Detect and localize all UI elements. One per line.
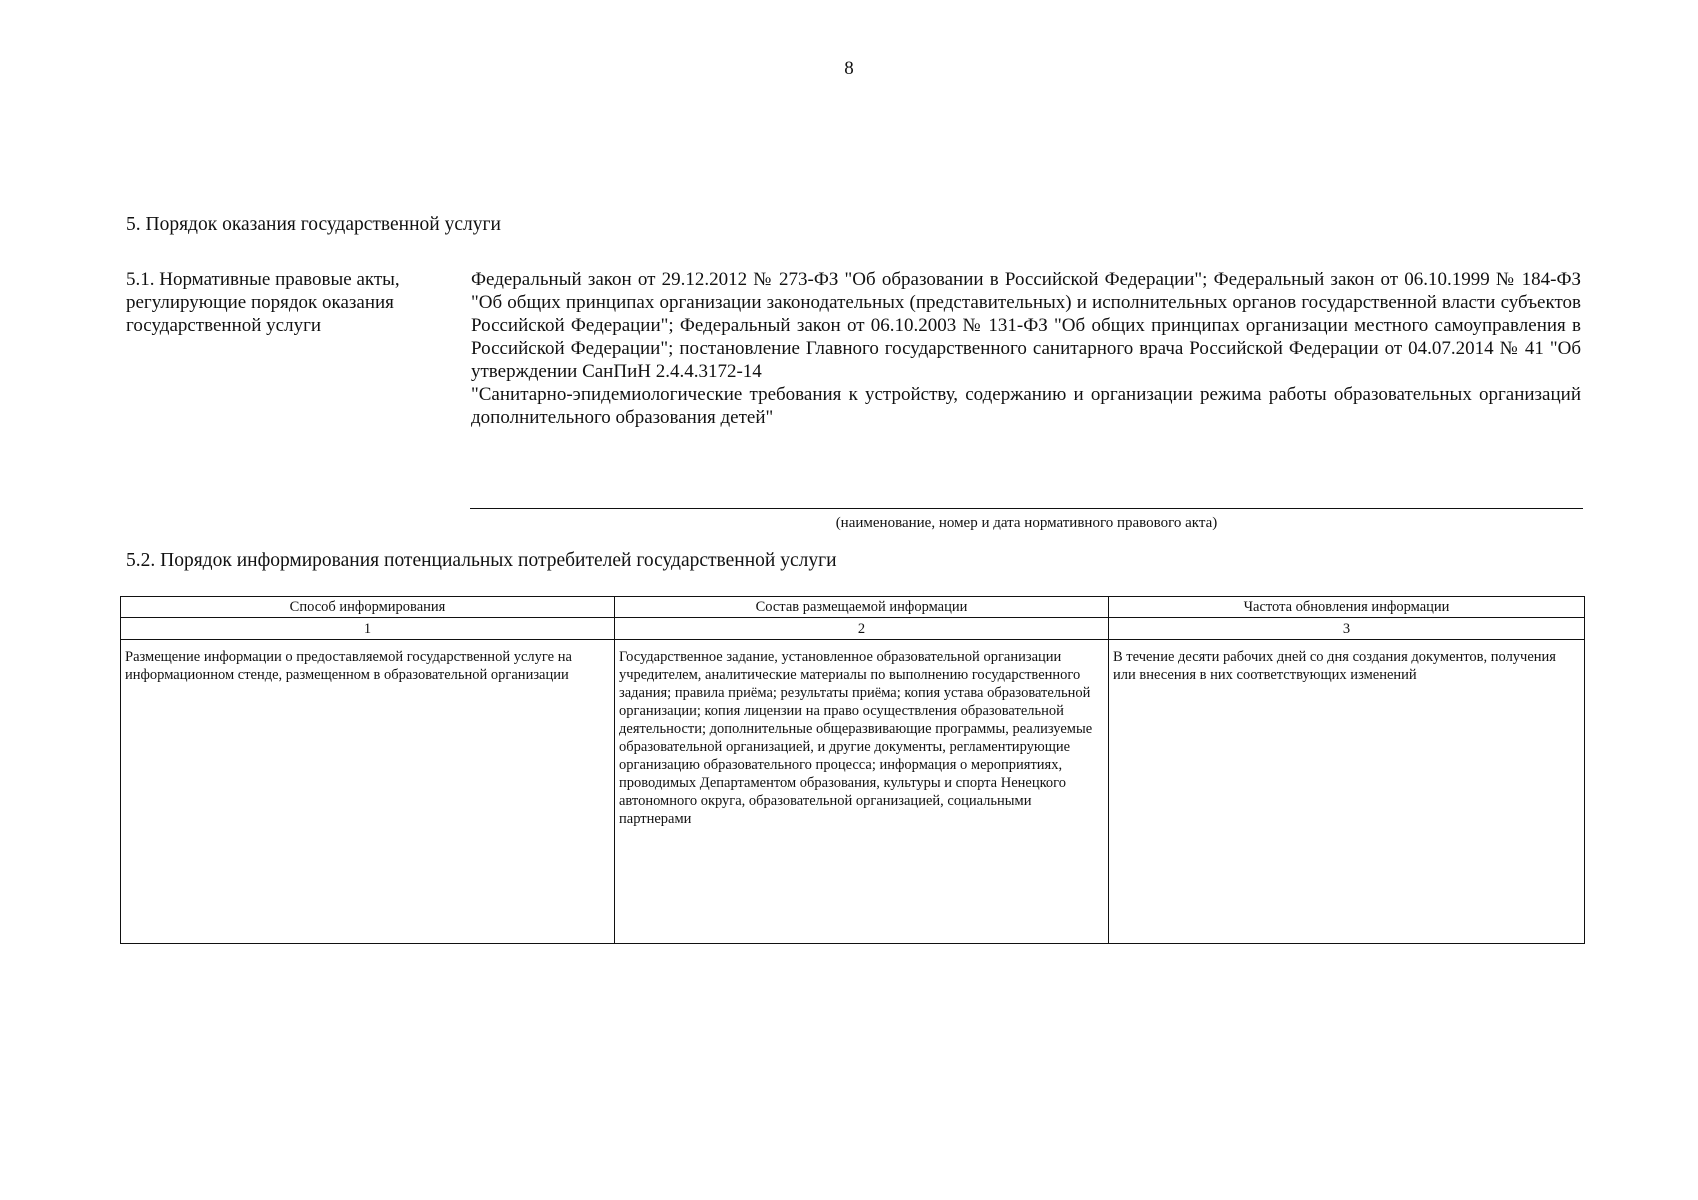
- acts-caption: (наименование, номер и дата нормативного правового акта): [835, 515, 1218, 531]
- acts-label: 5.1. Нормативные правовые акты, регулирующие порядок оказания государственной услуги: [126, 269, 400, 336]
- table-cell-content: Государственное задание, установленное образовательной организации учредителем, аналитические материалы по выполнению государственного задания; правила приёма; результаты приёма; копия устава образовательной организации; копия лицензии на право осуществления образовательной деятельности; дополнительные общеразвивающие программы, реализуемые образовательной организацией, и другие документы, регламентирующие организацию образовательного процесса; информация о мероприятиях, проводимых Департаментом образования, культуры и спорта Ненецкого автономного округа, образовательной организацией, социальными партнерами: [615, 640, 1109, 944]
- section-title: 5. Порядок оказания государственной услуги: [126, 214, 501, 235]
- inform-title: 5.2. Порядок информирования потенциальных потребителей государственной услуги: [126, 550, 837, 571]
- table-cell-frequency: В течение десяти рабочих дней со дня создания документов, получения или внесения в них соответствующих изменений: [1109, 640, 1585, 944]
- table-header-method: Способ информирования: [121, 597, 615, 618]
- acts-underline: [470, 508, 1583, 509]
- table-col-number-1: 1: [121, 618, 615, 640]
- table-cell-method: Размещение информации о предоставляемой государственной услуге на информационном стенде, размещенном в образовательной организации: [121, 640, 615, 944]
- table-col-number-3: 3: [1109, 618, 1585, 640]
- table-header-frequency: Частота обновления информации: [1109, 597, 1585, 618]
- acts-text: [471, 268, 1581, 429]
- inform-table: [120, 596, 1585, 944]
- page-number: 8: [844, 58, 854, 79]
- table-row: [121, 640, 1585, 944]
- table-col-number-2: 2: [615, 618, 1109, 640]
- table-header-row: [121, 597, 1585, 618]
- table-number-row: [121, 618, 1585, 640]
- acts-text-main: Федеральный закон от 29.12.2012 № 273-ФЗ "Об образовании в Российской Федерации"; Федеральный закон от 06.10.1999 № 184-ФЗ "Об общих принципах организации законодательных (представительных) и исполнительных органов государственной власти субъектов Российской Федерации"; Федеральный закон от 06.10.2003 № 131-ФЗ "Об общих принципах организации местного самоуправления в Российской Федерации"; постановление Главного государственного санитарного врача Российской Федерации от 04.07.2014 № 41 "Об утверждении СанПиН 2.4.4.3172-14: [471, 269, 1581, 382]
- acts-text-continuation: "Санитарно-эпидемиологические требования к устройству, содержанию и организации режима работы образовательных организаций дополнительного образования детей": [471, 384, 1581, 428]
- table-header-content: Состав размещаемой информации: [615, 597, 1109, 618]
